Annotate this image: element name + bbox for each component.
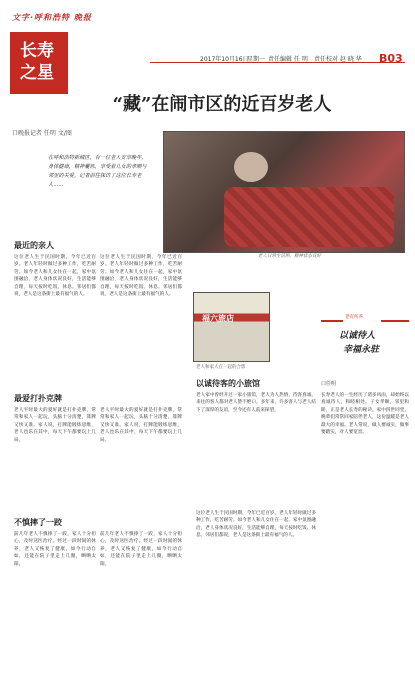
brand-label: 文字·呼和浩特 晚报 <box>12 13 92 22</box>
section-body: 老人平时最大的爱好就是打扑克牌，常常和家人一起玩，头脑十分清楚，算牌又快又准。家人说，打牌能锻炼思维，老人也乐在其中，每天下午都要玩上几局。 <box>14 408 96 443</box>
section-title: 最爱打扑克牌 <box>14 393 62 403</box>
section-body-cont: 前几年老人不慎摔了一跤，家人十分担心，及时送医治疗。经过一段时间的休养，老人又恢复了健康，如今行动自如，还能在院子里走上几圈，晒晒太阳。 <box>100 532 182 567</box>
intro-text: 在呼和浩特新城区，有一位老人安享晚年，身体健康，精神矍铄，享受着儿女的孝顺与邻里的关爱。记者前往探访了这位长寿老人…… <box>48 155 147 188</box>
header-proof: 责任校对 赵 晓 华 <box>314 56 362 63</box>
section-body-cont: 这位老人生于民国时期，今年已近百岁。老人年轻时做过多种工作，吃苦耐劳。如今老人和儿女住在一起，家中氛围融洽，老人身体状况良好，生活能够自理，每天按时吃饭、休息。邻居们都说，老人是这条街上最有福气的人。 <box>100 255 182 298</box>
blanket <box>224 187 394 247</box>
shop-photo-caption: 老人和家人在一起的合影 <box>196 365 246 370</box>
column-label-box <box>10 32 68 94</box>
sidebar-body: 长寿老人的一生经历了诸多风雨，却始终以真诚待人，和睦相处。子女孝顺，邻里和睦，正是老人长寿的秘诀。家中四世同堂，晚辈们常常回家陪伴老人，这份温暖是老人最大的幸福。老人常说，做人要诚实，做事要踏实，对人要宽容。 <box>321 393 409 436</box>
section-body: 这位老人生于民国时期，今年已近百岁。老人年轻时做过多种工作，吃苦耐劳。如今老人和儿女住在一起，家中氛围融洽，老人身体状况良好，生活能够自理，每天按时吃饭、休息。邻居们都说，老人是这条街上最有福气的人。 <box>14 255 96 298</box>
sidebar <box>321 314 409 670</box>
section-title: 不慎摔了一跤 <box>14 517 62 527</box>
header-date: 2017年10月16日 <box>200 56 249 63</box>
byline: 口晚报记者 任明 文/图 <box>12 130 72 137</box>
section-title: 以诚待客的小旅馆 <box>196 378 260 388</box>
header-editor: 责任编辑 任 明 <box>268 56 308 63</box>
main-photo-caption: 老人日常生活照，精神状态良好 <box>258 254 321 259</box>
section-body: 前几年老人不慎摔了一跤，家人十分担心，及时送医治疗。经过一段时间的休养，老人又恢复了健康，如今行动自如，还能在院子里走上几圈，晒晒太阳。 <box>14 532 96 567</box>
column-line-2: 之星 <box>20 63 54 83</box>
sidebar-title-2: 幸福永驻 <box>343 345 380 355</box>
sidebar-tag: 老有所养 <box>345 315 363 320</box>
page-number: B03 <box>379 52 403 65</box>
sidebar-rule-left <box>321 320 343 322</box>
sidebar-title-1: 以诚待人 <box>339 331 376 341</box>
section-body-cont: 老人平时最大的爱好就是打扑克牌，常常和家人一起玩，头脑十分清楚，算牌又快又准。家人说，打牌能锻炼思维，老人也乐在其中，每天下午都要玩上几局。 <box>100 408 182 443</box>
column-line-1: 长寿 <box>20 41 54 61</box>
header-weekday: 星期一 <box>247 56 266 63</box>
main-photo <box>163 131 405 253</box>
section-body-cont: 这位老人生于民国时期，今年已近百岁。老人年轻时做过多种工作，吃苦耐劳。如今老人和儿女住在一起，家中氛围融洽，老人身体状况良好，生活能够自理，每天按时吃饭、休息。邻居们都说，老人是这条街上最有福气的人。 <box>196 511 316 539</box>
headline: “藏”在闹市区的近百岁老人 <box>112 94 332 115</box>
section-body: 老人家中曾经开过一家小旅馆，老人为人热情，待客真诚，来往的客人都对老人赞不绝口。多年来，许多客人与老人结下了深厚的友谊，至今还有人前来探望。 <box>196 393 316 413</box>
elder-face <box>234 152 268 182</box>
sidebar-author: 口任明 <box>321 381 337 387</box>
section-title: 最近的亲人 <box>14 240 54 250</box>
shop-photo <box>193 292 270 362</box>
sidebar-rule-right <box>381 320 409 322</box>
shop-sign: 福六旅店 <box>202 314 234 323</box>
